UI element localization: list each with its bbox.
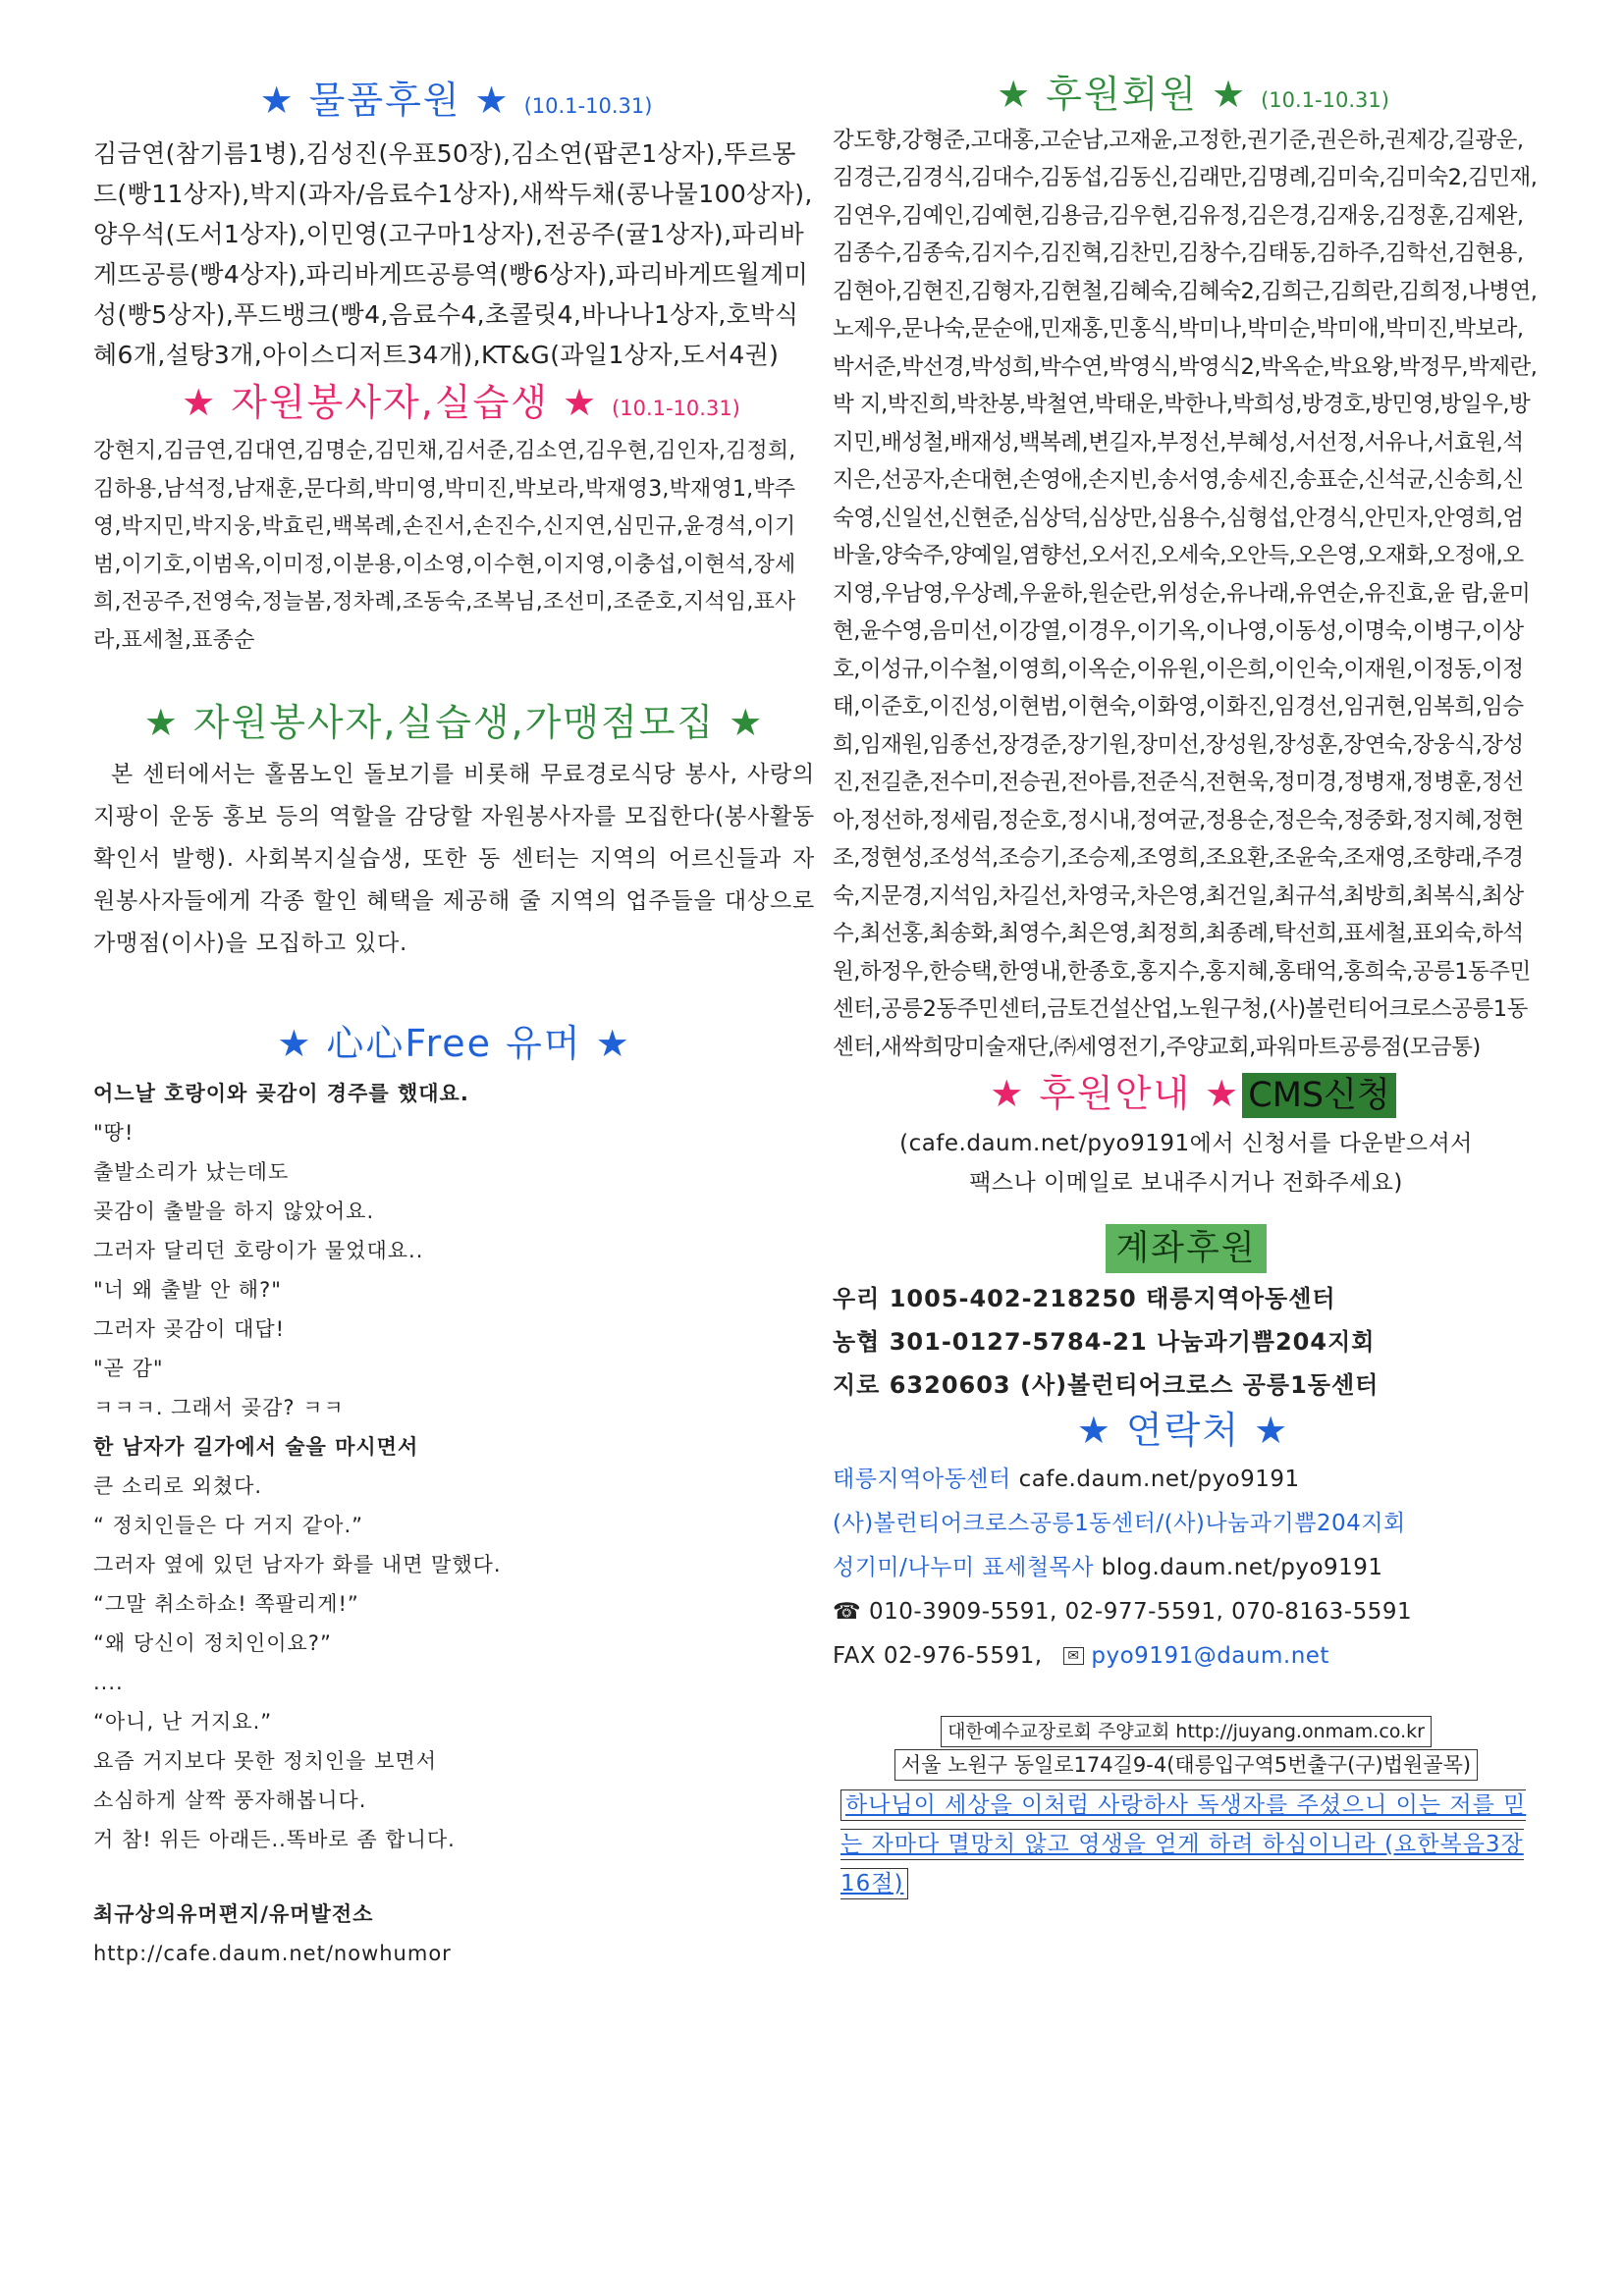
humor-line: 요즘 거지보다 못한 정치인을 보면서 <box>93 1749 437 1774</box>
account-line: 우리 1005-402-218250 태릉지역아동센터 <box>833 1285 1336 1313</box>
contact-title: 연락처 <box>1125 1409 1241 1453</box>
contact-line: (사)볼런티어크로스공릉1동센터/(사)나눔과기쁨204지회 <box>833 1510 1406 1536</box>
star-icon: ★ <box>259 79 296 122</box>
support-note-line: 팩스나 이메일로 보내주시거나 전화주세요) <box>969 1170 1403 1197</box>
humor-line: “그말 취소하쇼! 쪽팔리게!” <box>93 1592 359 1617</box>
contact-line <box>833 1590 1540 1634</box>
goods-list: 김금연(참기름1병),김성진(우표50장),김소연(팝콘1상자),뚜르몽드(빵11상자),박지(과자/음료수1상자),새싹두채(콩나물100상자),양우석(도서1상자),이민영(고구마1상자),전공주(귤1상자),파리바게뜨공릉(빵4상자),파리바게뜨공릉역(빵6상자),파리바게뜨월계미성(빵5상자),푸드뱅크(빵4,음료수4,초콜릿4,바나나1상자,호박식혜6개,설탕3개,아이스디저트34개),KT&G(과일1상자,도서4권) <box>93 138 813 369</box>
mail-icon: ✉ <box>1063 1647 1083 1665</box>
church-info <box>833 1716 1540 1747</box>
star-icon: ★ <box>474 79 511 122</box>
support-heading <box>833 1072 1540 1118</box>
contact-list <box>833 1458 1540 1679</box>
blog-url[interactable]: blog.daum.net/pyo9191 <box>1101 1554 1383 1580</box>
volunteers-title: 자원봉사자,실습생 <box>231 380 549 424</box>
members-list: 강도향,강형준,고대홍,고순남,고재윤,고정한,권기준,권은하,권제강,길광운,김경근,김경식,김대수,김동섭,김동신,김래만,김명례,김미숙,김미숙2,김민재,김연우,김예인,김예현,김용금,김우현,김유정,김은경,김재웅,김정훈,김제완,김종수,김종숙,김지수,김진혁,김찬민,김창수,김태동,김하주,김학선,김현용,김현아,김현진,김형자,김현철,김혜숙,김혜숙2,김희근,김희란,김희정,나병연,노제우,문나숙,문순애,민재홍,민홍식,박미나,박미순,박미애,박미진,박보라,박서준,박선경,박성희,박수연,박영식,박영식2,박옥순,박요왕,박정무,박제란,박 지,박진희,박찬봉,박철연,박태운,박한나,박희성,방경호,방민영,방일우,방지민,배성철,배재성,백복례,변길자,부정선,부혜성,서선정,서유나,서효원,석지은,선공자,손대현,손영애,손지빈,송서영,송세진,송표순,신석균,신송희,신숙영,신일선,신현준,심상덕,심상만,심용수,심형섭,안경식,안민자,안영희,엄바울,양숙주,양예일,염향선,오서진,오세숙,오안득,오은영,오재화,오정애,오지영,우남영,우상례,우윤하,원순란,위성순,유나래,유연순,유진효,윤 람,윤미현,윤수영,음미선,이강열,이경우,이기옥,이나영,이동성,이명숙,이병구,이상호,이성규,이수철,이영희,이옥순,이유원,이은희,이인숙,이재원,이정동,이정태,이준호,이진성,이현범,이현숙,이화영,이화진,임경선,임귀현,임복희,임승희,임재원,임종선,장경준,장기원,장미선,장성원,장성훈,장연숙,장웅식,장성진,전길춘,전수미,전승권,전아름,전준식,전현욱,정미경,정병재,정병훈,정선아,정선하,정세림,정순호,정시내,정여균,정용순,정은숙,정중화,정지혜,정현조,정현성,조성석,조승기,조승제,조영희,조요환,조윤숙,조재영,조향래,주경숙,지문경,지석임,차길선,차영국,차은영,최건일,최규석,최방희,최복식,최상수,최선홍,최송화,최영수,최은영,최정희,최종례,탁선희,표세철,표외숙,하석원,하정우,한승택,한영내,한종호,홍지수,홍지혜,홍태억,홍희숙,공릉1동주민센터,공릉2동주민센터,금토건설산업,노원구청,(사)볼런티어크로스공릉1동센터,새싹희망미술재단,㈜세영전기,주양교회,파워마트공릉점(모금통) <box>833 127 1538 1060</box>
support-title: 후원안내 <box>1039 1072 1192 1116</box>
goods-date: (10.1-10.31) <box>523 94 653 118</box>
church-address: 서울 노원구 동일로174길9-4(태릉입구역5번출구(구)법원골목) <box>894 1749 1478 1781</box>
star-icon: ★ <box>1205 1072 1241 1116</box>
phone-icon: ☎ <box>833 1598 862 1625</box>
star-icon: ★ <box>182 380 218 424</box>
recruit-title: 자원봉사자,실습생,가맹점모집 <box>192 701 716 745</box>
star-icon: ★ <box>143 701 180 745</box>
church-address-row <box>833 1749 1540 1781</box>
humor-source: 최규상의유머편지/유머발전소 <box>93 1902 374 1927</box>
contact-line <box>833 1458 1540 1502</box>
humor-line: "곧 감" <box>93 1357 164 1381</box>
humor-line: 한 남자가 길가에서 술을 마시면서 <box>93 1435 419 1460</box>
humor-line: ㅋㅋㅋ. 그래서 곶감? ㅋㅋ <box>93 1396 345 1420</box>
star-icon: ★ <box>729 701 765 745</box>
contact-line <box>833 1546 1540 1590</box>
humor-line: 그러자 곶감이 대답! <box>93 1317 286 1342</box>
bible-verse-box <box>840 1787 1533 1904</box>
pastor-name: 성기미/나누미 표세철목사 <box>833 1554 1094 1580</box>
humor-line: "너 왜 출발 안 해?" <box>93 1278 282 1303</box>
members-title: 후원회원 <box>1046 73 1198 116</box>
fax-number: FAX 02-976-5591, <box>833 1642 1043 1669</box>
humor-line: 거 참! 위든 아래든..똑바로 좀 합니다. <box>93 1828 456 1852</box>
members-heading <box>833 73 1540 118</box>
humor-line: 곶감이 출발을 하지 않았어요. <box>93 1200 375 1224</box>
volunteers-heading <box>93 381 815 426</box>
humor-line: "땅! <box>93 1121 135 1146</box>
account-list <box>833 1277 1540 1407</box>
right-column <box>833 73 1540 1904</box>
contact-line <box>833 1634 1540 1679</box>
star-icon: ★ <box>997 73 1033 116</box>
humor-heading <box>93 1022 815 1067</box>
volunteers-date: (10.1-10.31) <box>612 396 740 420</box>
humor-line: 소심하게 살짝 풍자해봅니다. <box>93 1789 367 1813</box>
humor-line: “아니, 난 거지요.” <box>93 1710 273 1735</box>
account-line: 지로 6320603 (사)볼런티어크로스 공릉1동센터 <box>833 1371 1380 1400</box>
support-note-line: (cafe.daum.net/pyo9191에서 신청서를 다운받으셔서 <box>899 1131 1473 1157</box>
star-icon: ★ <box>595 1021 631 1065</box>
humor-body <box>93 1074 815 1973</box>
contact-heading <box>827 1409 1540 1454</box>
account-line: 농협 301-0127-5784-21 나눔과기쁨204지회 <box>833 1328 1376 1357</box>
volunteers-list: 강현지,김금연,김대연,김명순,김민채,김서준,김소연,김우현,김인자,김정희,김하용,남석정,남재훈,문다희,박미영,박미진,박보라,박재영3,박재영1,박주영,박지민,박지웅,박효린,백복례,손진서,손진수,신지연,심민규,윤경석,이기범,이기호,이범옥,이미정,이분용,이소영,이수현,이지영,이충섭,이현석,장세희,전공주,전영숙,정늘봄,정차례,조동숙,조복님,조선미,조준호,지석임,표사라,표세철,표종순 <box>93 439 796 653</box>
humor-line: 어느날 호랑이와 곶감이 경주를 했대요. <box>93 1082 469 1106</box>
account-title: 계좌후원 <box>1106 1224 1266 1273</box>
star-icon: ★ <box>1212 73 1248 116</box>
center-name: 태릉지역아동센터 <box>833 1466 1011 1492</box>
email-link[interactable]: pyo9191@daum.net <box>1091 1642 1329 1669</box>
bible-verse: 하나님이 세상을 이처럼 사랑하사 독생자를 주셨으니 이는 저를 믿는 자마다 멸망치 않고 영생을 얻게 하려 하심이니라 (요한복음3장16절) <box>840 1789 1526 1899</box>
account-heading <box>833 1224 1540 1273</box>
humor-url[interactable]: http://cafe.daum.net/nowhumor <box>93 1942 452 1966</box>
humor-line: 그러자 옆에 있던 남자가 화를 내면 말했다. <box>93 1553 502 1577</box>
recruit-heading <box>93 701 815 746</box>
center-url[interactable]: cafe.daum.net/pyo9191 <box>1018 1466 1300 1492</box>
humor-line: 출발소리가 났는데도 <box>93 1160 290 1185</box>
star-icon: ★ <box>990 1072 1026 1116</box>
star-icon: ★ <box>277 1021 313 1065</box>
church-homepage: 대한예수교장로회 주양교회 http://juyang.onmam.co.kr <box>941 1716 1432 1747</box>
humor-line: “왜 당신이 정치인이요?” <box>93 1631 332 1656</box>
star-icon: ★ <box>1076 1409 1112 1453</box>
goods-heading <box>83 79 815 124</box>
humor-line: 그러자 달리던 호랑이가 물었대요.. <box>93 1239 424 1263</box>
phone-numbers: 010-3909-5591, 02-977-5591, 070-8163-5591 <box>868 1598 1413 1625</box>
humor-line: “ 정치인들은 다 거지 같아.” <box>93 1514 363 1538</box>
cms-signup-badge[interactable]: CMS신청 <box>1242 1073 1395 1118</box>
star-icon: ★ <box>1254 1409 1290 1453</box>
star-icon: ★ <box>562 380 599 424</box>
humor-line: 큰 소리로 외쳤다. <box>93 1474 263 1499</box>
goods-title: 물품후원 <box>308 79 461 122</box>
support-note <box>833 1124 1540 1202</box>
members-date: (10.1-10.31) <box>1261 88 1389 112</box>
humor-line: .... <box>93 1671 124 1695</box>
left-column <box>93 79 815 1973</box>
recruit-text: 본 센터에서는 홀몸노인 돌보기를 비롯해 무료경로식당 봉사, 사랑의 지팡이 운동 홍보 등의 역할을 감당할 자원봉사자를 모집한다(봉사활동 확인서 발행). 사회복지실습생, 또한 동 센터는 지역의 어르신들과 자원봉사자들에게 각종 할인 혜택을 제공해 줄 지역의 업주들을 대상으로 가맹점(이사)을 모집하고 있다. <box>93 761 815 956</box>
humor-title: 心心Free 유머 <box>326 1021 582 1065</box>
